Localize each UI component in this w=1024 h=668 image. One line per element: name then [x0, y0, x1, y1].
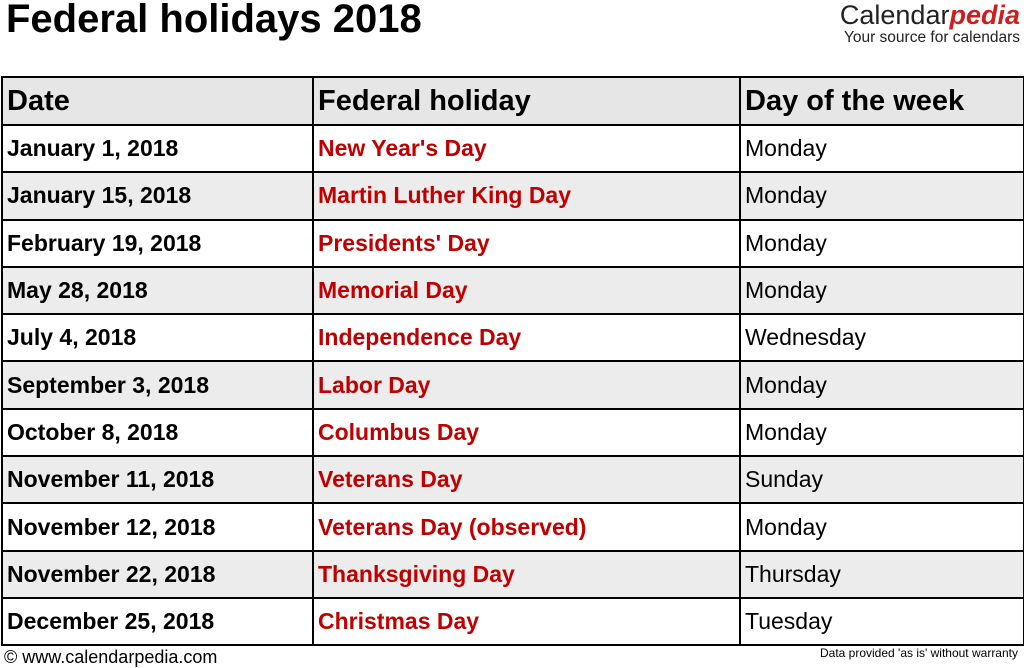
date-cell: November 22, 2018 — [2, 551, 313, 598]
table-row — [2, 172, 1024, 219]
weekday-cell: Wednesday — [740, 314, 1024, 361]
holiday-cell: Labor Day — [313, 361, 740, 408]
date-cell: December 25, 2018 — [2, 598, 313, 645]
holiday-cell: Presidents' Day — [313, 220, 740, 267]
date-cell: July 4, 2018 — [2, 314, 313, 361]
holiday-cell: Thanksgiving Day — [313, 551, 740, 598]
date-cell: November 11, 2018 — [2, 456, 313, 503]
brand-name-prefix: Calendar — [839, 0, 950, 30]
date-cell: November 12, 2018 — [2, 503, 313, 550]
column-header-holiday: Federal holiday — [313, 77, 740, 125]
weekday-cell: Monday — [740, 503, 1024, 550]
date-cell: January 1, 2018 — [2, 125, 313, 172]
table-row — [2, 267, 1024, 314]
holiday-cell: Veterans Day (observed) — [313, 503, 740, 550]
weekday-cell: Sunday — [740, 456, 1024, 503]
holiday-cell: Martin Luther King Day — [313, 172, 740, 219]
table-row — [2, 551, 1024, 598]
table-row — [2, 314, 1024, 361]
holiday-cell: Independence Day — [313, 314, 740, 361]
table-row — [2, 125, 1024, 172]
holiday-cell: Veterans Day — [313, 456, 740, 503]
weekday-cell: Monday — [740, 125, 1024, 172]
table-row — [2, 361, 1024, 408]
holiday-cell: Columbus Day — [313, 409, 740, 456]
table-row — [2, 456, 1024, 503]
table-row — [2, 409, 1024, 456]
holiday-cell: Memorial Day — [313, 267, 740, 314]
weekday-cell: Thursday — [740, 551, 1024, 598]
column-header-weekday: Day of the week — [740, 77, 1024, 125]
table-row — [2, 220, 1024, 267]
brand-tagline: Your source for calendars — [843, 29, 1020, 46]
table-row — [2, 598, 1024, 645]
date-cell: January 15, 2018 — [2, 172, 313, 219]
date-cell: October 8, 2018 — [2, 409, 313, 456]
table-row — [2, 503, 1024, 550]
weekday-cell: Monday — [740, 361, 1024, 408]
brand-name-accent: pedia — [949, 0, 1020, 30]
weekday-cell: Tuesday — [740, 598, 1024, 645]
disclaimer-text: Data provided 'as is' without warranty — [819, 646, 1018, 660]
weekday-cell: Monday — [740, 409, 1024, 456]
holiday-cell: New Year's Day — [313, 125, 740, 172]
brand-logo — [840, 0, 1020, 45]
table-header-row — [2, 77, 1024, 125]
holidays-table — [1, 76, 1024, 646]
brand-name — [840, 0, 1020, 30]
holiday-cell: Christmas Day — [313, 598, 740, 645]
page-title: Federal holidays 2018 — [6, 0, 422, 41]
weekday-cell: Monday — [740, 220, 1024, 267]
copyright-link[interactable]: © www.calendarpedia.com — [4, 647, 218, 667]
weekday-cell: Monday — [740, 267, 1024, 314]
date-cell: February 19, 2018 — [2, 220, 313, 267]
date-cell: September 3, 2018 — [2, 361, 313, 408]
column-header-date: Date — [2, 77, 313, 125]
date-cell: May 28, 2018 — [2, 267, 313, 314]
weekday-cell: Monday — [740, 172, 1024, 219]
